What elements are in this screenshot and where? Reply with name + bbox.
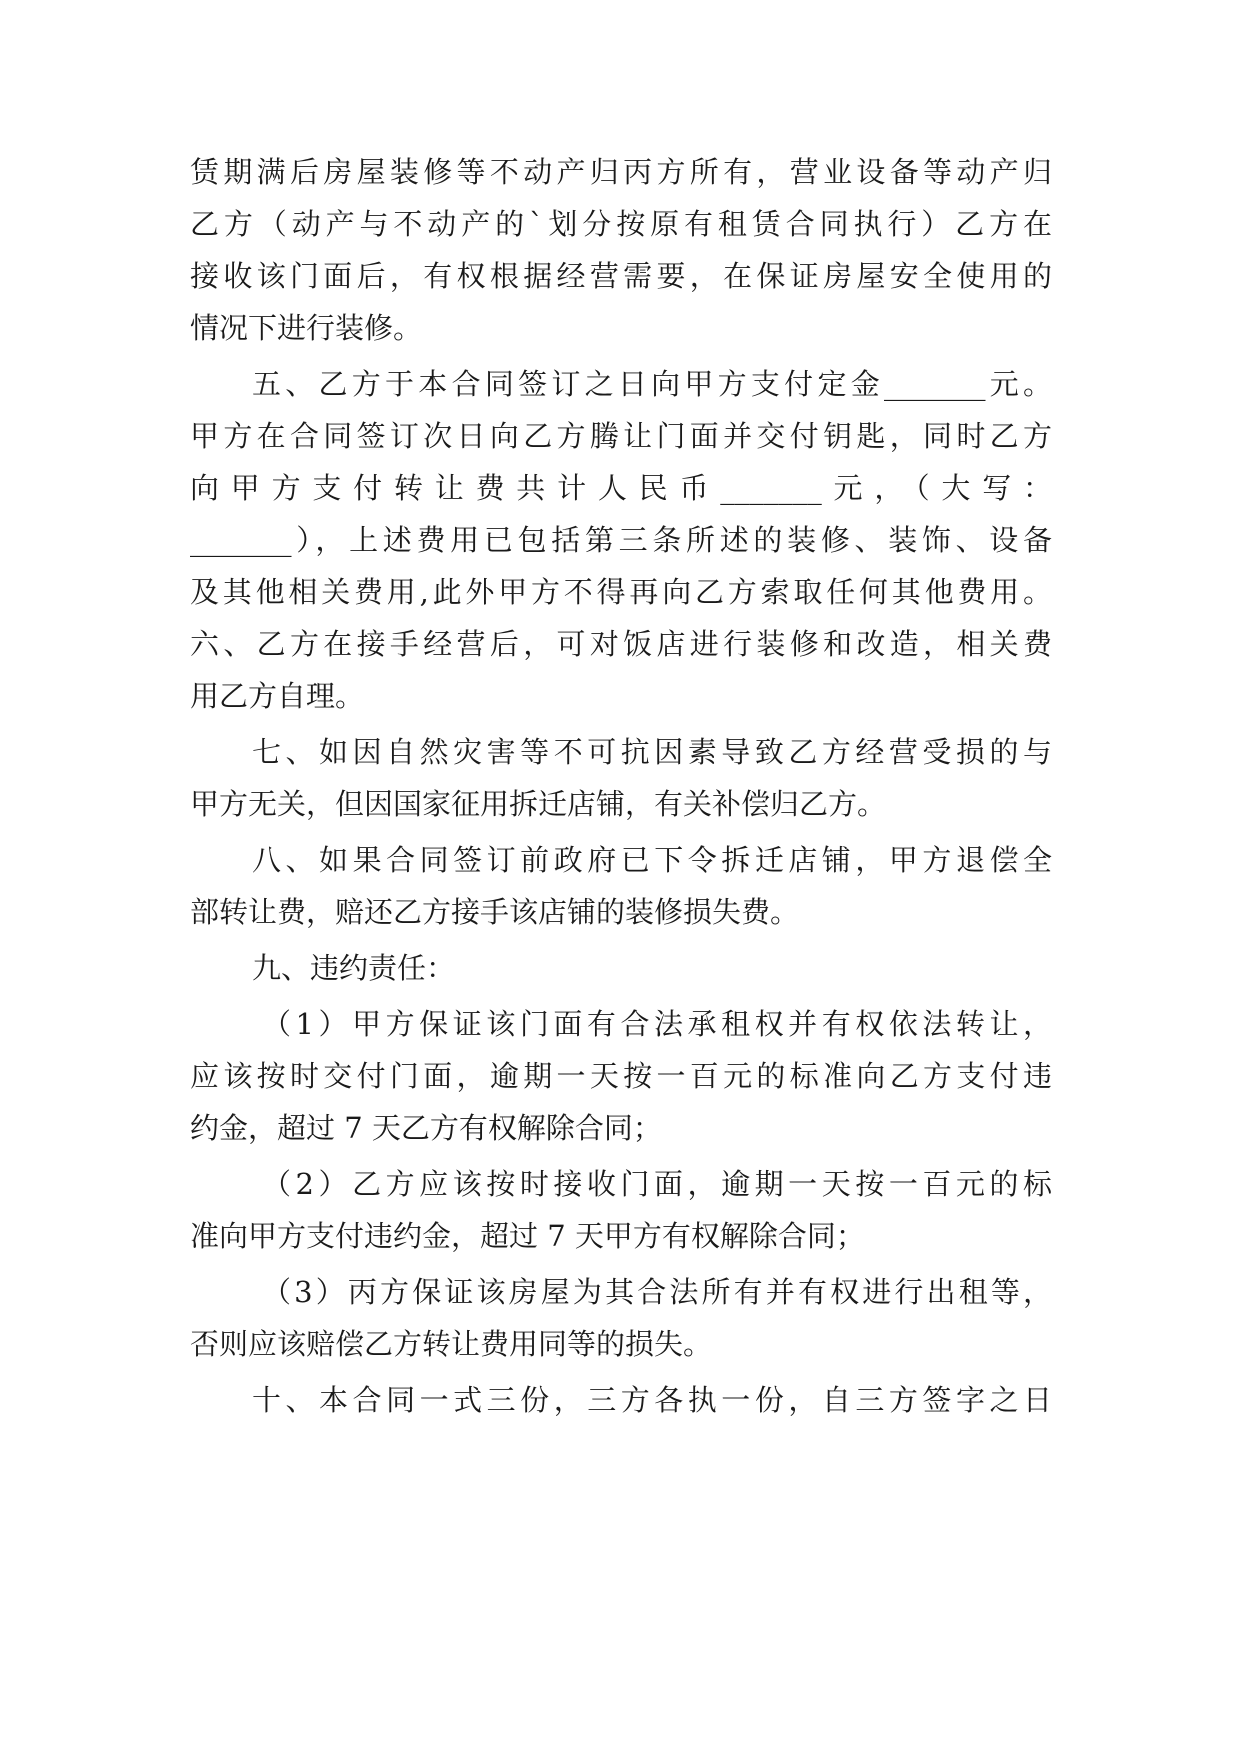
text-line: 七、如因自然灾害等不可抗因素导致乙方经营受损的与 [252, 735, 1052, 769]
text-line: （1）甲方保证该门面有合法承租权并有权依法转让， [262, 1007, 1052, 1041]
text-line: 用乙方自理。 [190, 679, 365, 713]
text-line: 五、乙方于本合同签订之日向甲方支付定金_______元。 [252, 367, 1052, 401]
text-line: 应该按时交付门面，逾期一天按一百元的标准向乙方支付违 [190, 1059, 1052, 1093]
text-line: 甲方在合同签订次日向乙方腾让门面并交付钥匙，同时乙方 [190, 419, 1052, 453]
text-line: （3）丙方保证该房屋为其合法所有并有权进行出租等， [262, 1275, 1052, 1309]
text-line: 接收该门面后，有权根据经营需要，在保证房屋安全使用的 [190, 259, 1052, 293]
text-line: 赁期满后房屋装修等不动产归丙方所有，营业设备等动产归 [190, 155, 1052, 189]
text-line: 九、违约责任： [252, 951, 456, 985]
text-line: 部转让费，赔还乙方接手该店铺的装修损失费。 [190, 895, 800, 929]
text-line: 乙方（动产与不动产的`划分按原有租赁合同执行）乙方在 [190, 207, 1052, 241]
text-line: 十、本合同一式三份，三方各执一份，自三方签字之日 [252, 1383, 1052, 1417]
text-line: 否则应该赔偿乙方转让费用同等的损失。 [190, 1327, 713, 1361]
text-line: 八、如果合同签订前政府已下令拆迁店铺，甲方退偿全 [252, 843, 1052, 877]
text-line: _______），上述费用已包括第三条所述的装修、装饰、设备 [190, 523, 1052, 557]
text-line: 向甲方支付转让费共计人民币_______元，（大写： [190, 471, 1052, 505]
text-line: 情况下进行装修。 [190, 311, 423, 345]
text-line: 准向甲方支付违约金，超过 7 天甲方有权解除合同； [190, 1219, 865, 1253]
text-line: 甲方无关，但因国家征用拆迁店铺，有关补偿归乙方。 [190, 787, 887, 821]
text-line: 约金，超过 7 天乙方有权解除合同； [190, 1111, 662, 1145]
text-line: 及其他相关费用,此外甲方不得再向乙方索取任何其他费用。 [190, 575, 1052, 609]
text-line: 六、乙方在接手经营后，可对饭店进行装修和改造，相关费 [190, 627, 1052, 661]
text-line: （2）乙方应该按时接收门面，逾期一天按一百元的标 [262, 1167, 1052, 1201]
